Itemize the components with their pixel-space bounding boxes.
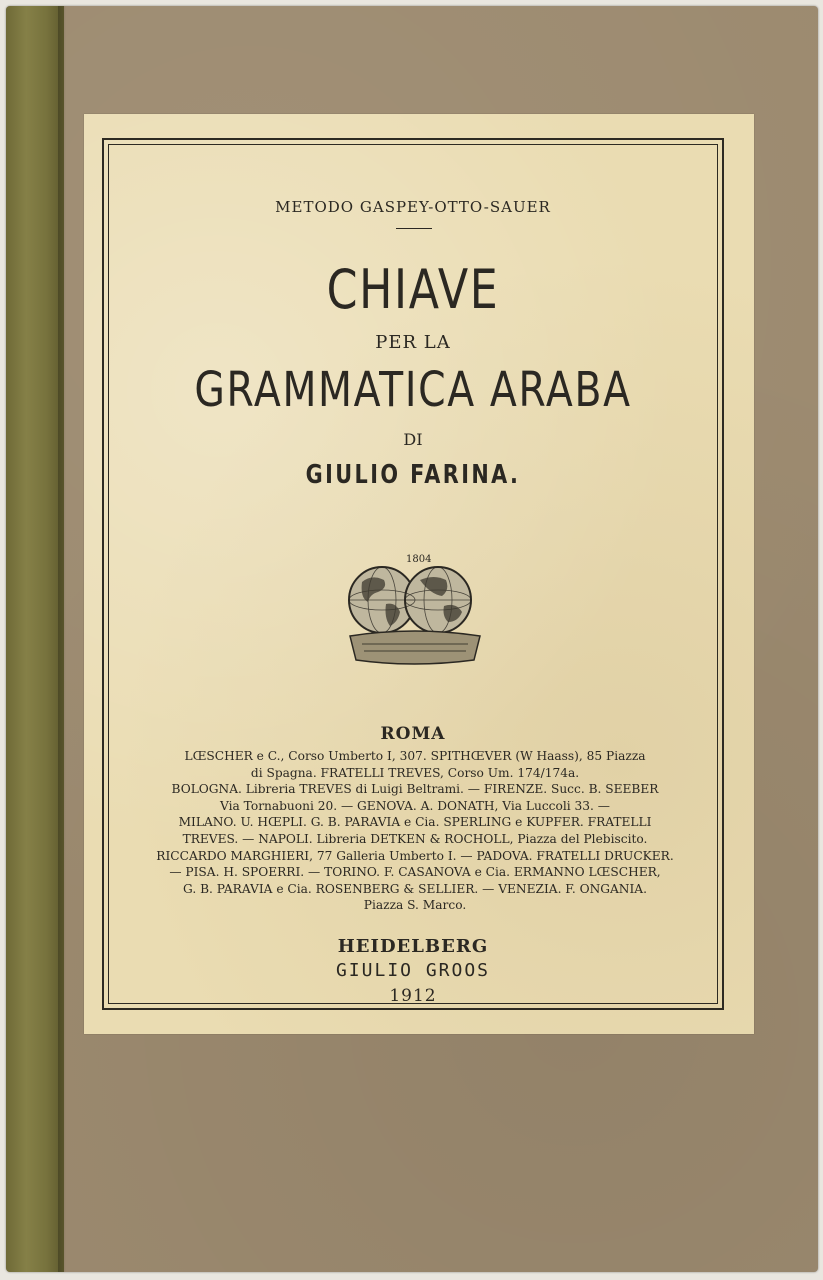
- publisher-name: GIULIO GROOS: [335, 960, 491, 981]
- subtitle: GRAMMATICA ARABA: [194, 362, 632, 418]
- imprint-line: — PISA. H. SPOERRI. — TORINO. F. CASANOVA e Cia. ERMANNO LŒSCHER,: [169, 865, 661, 880]
- imprint-line: MILANO. U. HŒPLI. G. B. PARAVIA e Cia. SPERLING e KUPFER. FRATELLI: [178, 815, 652, 830]
- imprint-line: Piazza S. Marco.: [363, 898, 467, 913]
- publisher-city: HEIDELBERG: [337, 936, 489, 957]
- imprint-line: TREVES. — NAPOLI. Libreria DETKEN & ROCHOLL, Piazza del Plebiscito.: [182, 831, 648, 846]
- by-line: DI: [403, 430, 423, 449]
- imprint-line: di Spagna. FRATELLI TREVES, Corso Um. 174/174a.: [250, 765, 580, 780]
- title-connector: PER LA: [375, 332, 451, 353]
- spine-shadow: [58, 6, 66, 1272]
- title-label: [84, 114, 754, 1034]
- imprint-city: ROMA: [380, 724, 446, 744]
- publication-year: 1912: [389, 986, 437, 1006]
- main-title: CHIAVE: [326, 258, 500, 321]
- imprint-line: BOLOGNA. Libreria TREVES di Luigi Beltrami. — FIRENZE. Succ. B. SEEBER: [171, 782, 659, 797]
- imprint-line: RICCARDO MARGHIERI, 77 Galleria Umberto I. — PADOVA. FRATELLI DRUCKER.: [156, 848, 674, 863]
- author-name: GIULIO FARINA.: [305, 460, 521, 490]
- series-title: METODO GASPEY-OTTO-SAUER: [275, 198, 551, 216]
- imprint-block: [130, 748, 700, 914]
- book-spine: [6, 6, 64, 1272]
- imprint-line: LŒSCHER e C., Corso Umberto I, 307. SPITHŒVER (W Haass), 85 Piazza: [184, 749, 646, 763]
- imprint-line: G. B. PARAVIA e Cia. ROSENBERG & SELLIER. — VENEZIA. F. ONGANIA.: [183, 881, 647, 896]
- label-frame: [102, 138, 724, 1010]
- series-rule: [396, 228, 432, 229]
- imprint-line: Via Tornabuoni 20. — GENOVA. A. DONATH, Via Luccoli 33. —: [220, 798, 610, 813]
- emblem-year: 1804: [406, 554, 432, 565]
- globes-emblem-icon: [340, 552, 490, 668]
